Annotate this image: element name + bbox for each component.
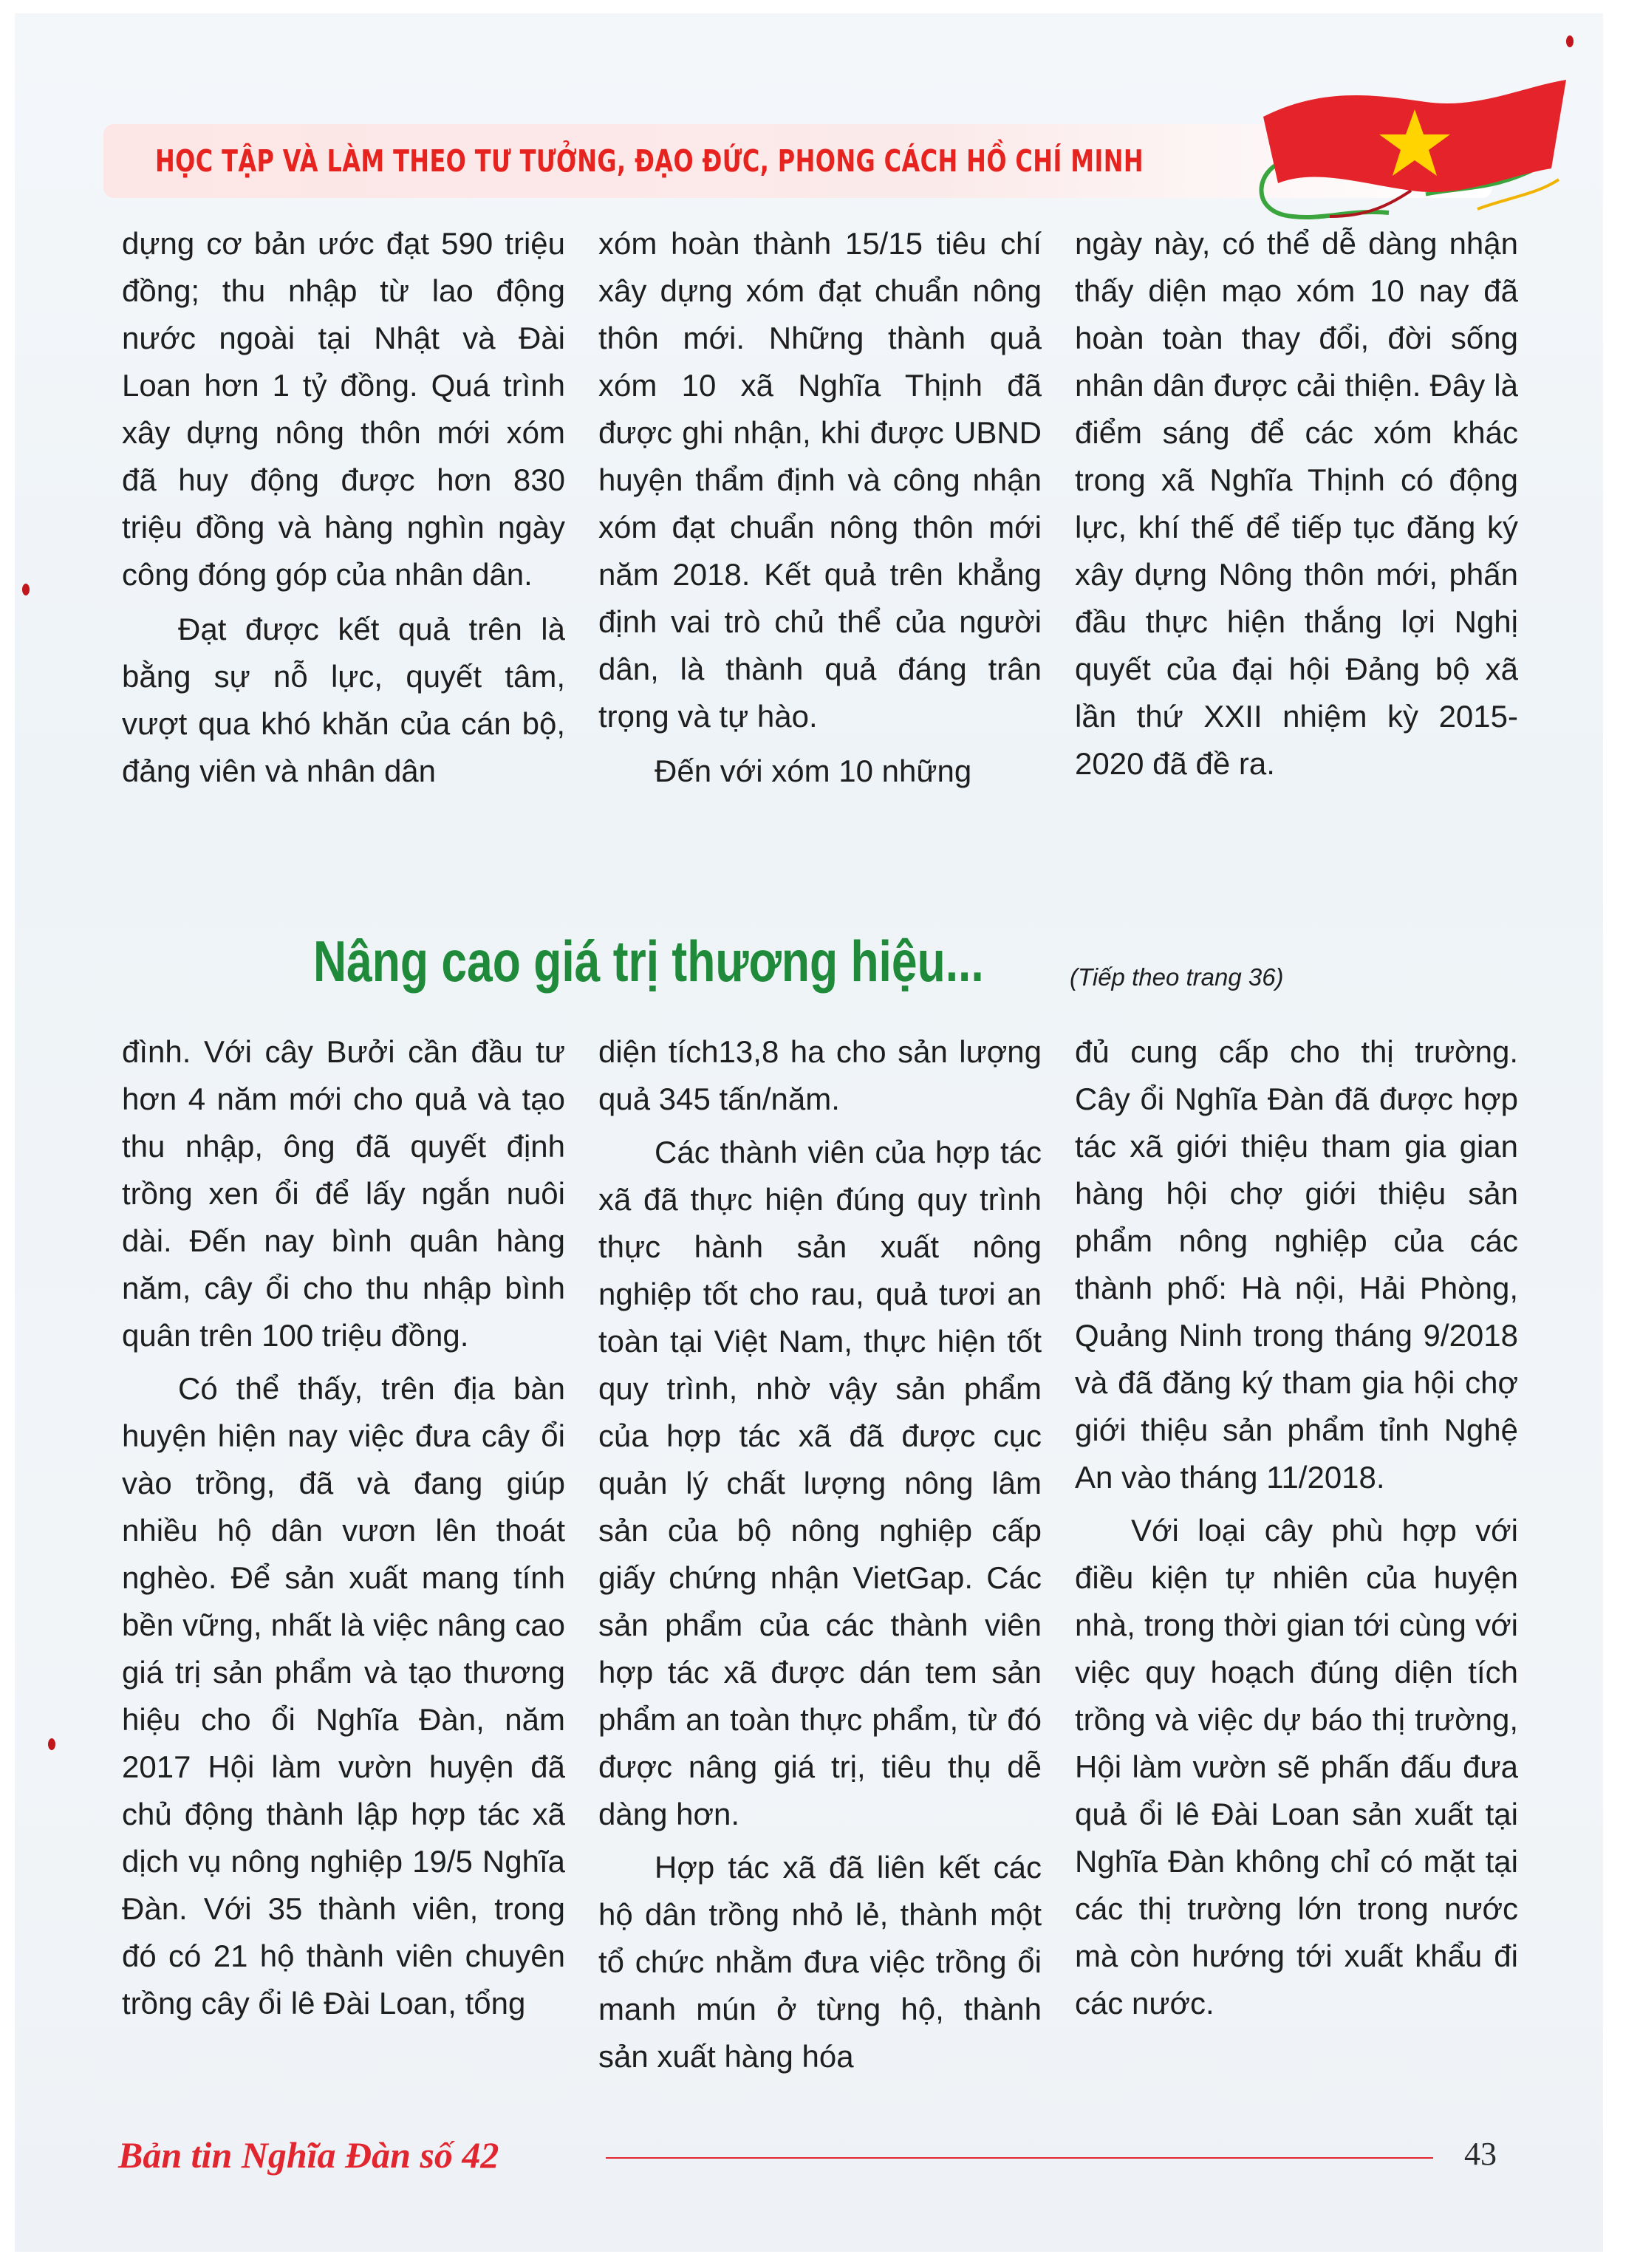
section-title: Nâng cao giá trị thương hiệu... xyxy=(313,929,984,994)
top-column-2 xyxy=(598,220,1042,795)
print-speck xyxy=(22,584,30,595)
print-speck xyxy=(1566,35,1574,47)
footer-divider xyxy=(606,2157,1433,2159)
paragraph: dựng cơ bản ước đạt 590 triệu đồng; thu nhập từ lao động nước ngoài tại Nhật và Đài Loan hơn 1 tỷ đồng. Quá trình xây dựng nông thôn mới xóm đã huy động được hơn 830 triệu đồng và hàng nghìn ngày công đóng góp của nhân dân. xyxy=(122,226,565,592)
paragraph: Với loại cây phù hợp với điều kiện tự nhiên của huyện nhà, trong thời gian tới cùng với việc quy hoạch đúng diện tích trồng và việc dự báo thị trường, Hội làm vườn sẽ phấn đấu đưa quả ổi lê Đài Loan sản xuất tại Nghĩa Đàn không chỉ có mặt tại các thị trường lớn trong nước mà còn hướng tới xuất khẩu đi các nước. xyxy=(1075,1513,1518,2021)
flag-graphic xyxy=(1241,58,1588,235)
magazine-page xyxy=(15,13,1603,2252)
paragraph: Đạt được kết quả trên là bằng sự nỗ lực, quyết tâm, vượt qua khó khăn của cán bộ, đảng viên và nhân dân xyxy=(122,612,565,788)
bottom-column-1 xyxy=(122,1028,565,2027)
paragraph: đủ cung cấp cho thị trường. Cây ổi Nghĩa Đàn đã được hợp tác xã giới thiệu tham gia gian hàng hội chợ giới thiệu sản phẩm nông nghiệp của các thành phố: Hà nội, Hải Phòng, Quảng Ninh trong tháng 9/2018 và đã đăng ký tham gia hội chợ giới thiệu sản phẩm tỉnh Nghệ An vào tháng 11/2018. xyxy=(1075,1034,1518,1495)
paragraph: diện tích13,8 ha cho sản lượng quả 345 tấn/năm. xyxy=(598,1034,1042,1116)
paragraph: Có thể thấy, trên địa bàn huyện hiện nay việc đưa cây ổi vào trồng, đã và đang giúp nhiều hộ dân vươn lên thoát nghèo. Để sản xuất mang tính bền vững, nhất là việc nâng cao giá trị sản phẩm và tạo thương hiệu cho ổi Nghĩa Đàn, năm 2017 Hội làm vườn huyện đã chủ động thành lập hợp tác xã dịch vụ nông nghiệp 19/5 Nghĩa Đàn. Với 35 thành viên, trong đó có 21 hộ thành viên chuyên trồng cây ổi lê Đài Loan, tổng xyxy=(122,1371,565,2021)
paragraph: Đến với xóm 10 những xyxy=(655,754,972,788)
bottom-column-2 xyxy=(598,1028,1042,2080)
vietnam-flag-icon xyxy=(1241,58,1588,235)
header-banner-title: HỌC TẬP VÀ LÀM THEO TƯ TƯỞNG, ĐẠO ĐỨC, PHONG CÁCH HỒ CHÍ MINH xyxy=(155,143,1144,179)
top-column-1 xyxy=(122,220,565,795)
paragraph: Các thành viên của hợp tác xã đã thực hiện đúng quy trình thực hành sản xuất nông nghiệp tốt cho rau, quả tươi an toàn tại Việt Nam, thực hiện tốt quy trình, nhờ vậy sản phẩm của hợp tác xã đã được cục quản lý chất lượng nông lâm sản của bộ nông nghiệp cấp giấy chứng nhận VietGap. Các sản phẩm của các thành viên hợp tác xã được dán tem sản phẩm an toàn thực phẩm, từ đó được nâng giá trị, tiêu thụ dễ dàng hơn. xyxy=(598,1135,1042,1831)
page-number: 43 xyxy=(1464,2136,1497,2172)
paragraph: Hợp tác xã đã liên kết các hộ dân trồng nhỏ lẻ, thành một tổ chức nhằm đưa việc trồng ổi manh mún ở từng hộ, thành sản xuất hàng hóa xyxy=(598,1850,1042,2074)
footer-publication-name: Bản tin Nghĩa Đàn số 42 xyxy=(118,2134,499,2176)
paragraph: ngày này, có thể dễ dàng nhận thấy diện mạo xóm 10 nay đã hoàn toàn thay đổi, đời sống nhân dân được cải thiện. Đây là điểm sáng để các xóm khác trong xã Nghĩa Thịnh có động lực, khí thế để tiếp tục đăng ký xây dựng Nông thôn mới, phấn đầu thực hiện thắng lợi Nghị quyết của đại hội Đảng bộ xã lần thứ XXII nhiệm kỳ 2015-2020 đã đề ra. xyxy=(1075,226,1518,781)
paragraph: đình. Với cây Bưởi cần đầu tư hơn 4 năm mới cho quả và tạo thu nhập, ông đã quyết định trồng xen ổi để lấy ngắn nuôi dài. Đến nay bình quân hàng năm, cây ổi cho thu nhập bình quân trên 100 triệu đồng. xyxy=(122,1034,565,1353)
top-column-3 xyxy=(1075,220,1518,788)
continued-note: (Tiếp theo trang 36) xyxy=(1070,963,1284,991)
paragraph: xóm hoàn thành 15/15 tiêu chí xây dựng xóm đạt chuẩn nông thôn mới. Những thành quả xóm 10 xã Nghĩa Thịnh đã được ghi nhận, khi được UBND huyện thẩm định và công nhận xóm đạt chuẩn nông thôn mới năm 2018. Kết quả trên khẳng định vai trò chủ thể của người dân, là thành quả đáng trân trọng và tự hào. xyxy=(598,226,1042,734)
bottom-column-3 xyxy=(1075,1028,1518,2027)
print-speck xyxy=(48,1738,55,1750)
